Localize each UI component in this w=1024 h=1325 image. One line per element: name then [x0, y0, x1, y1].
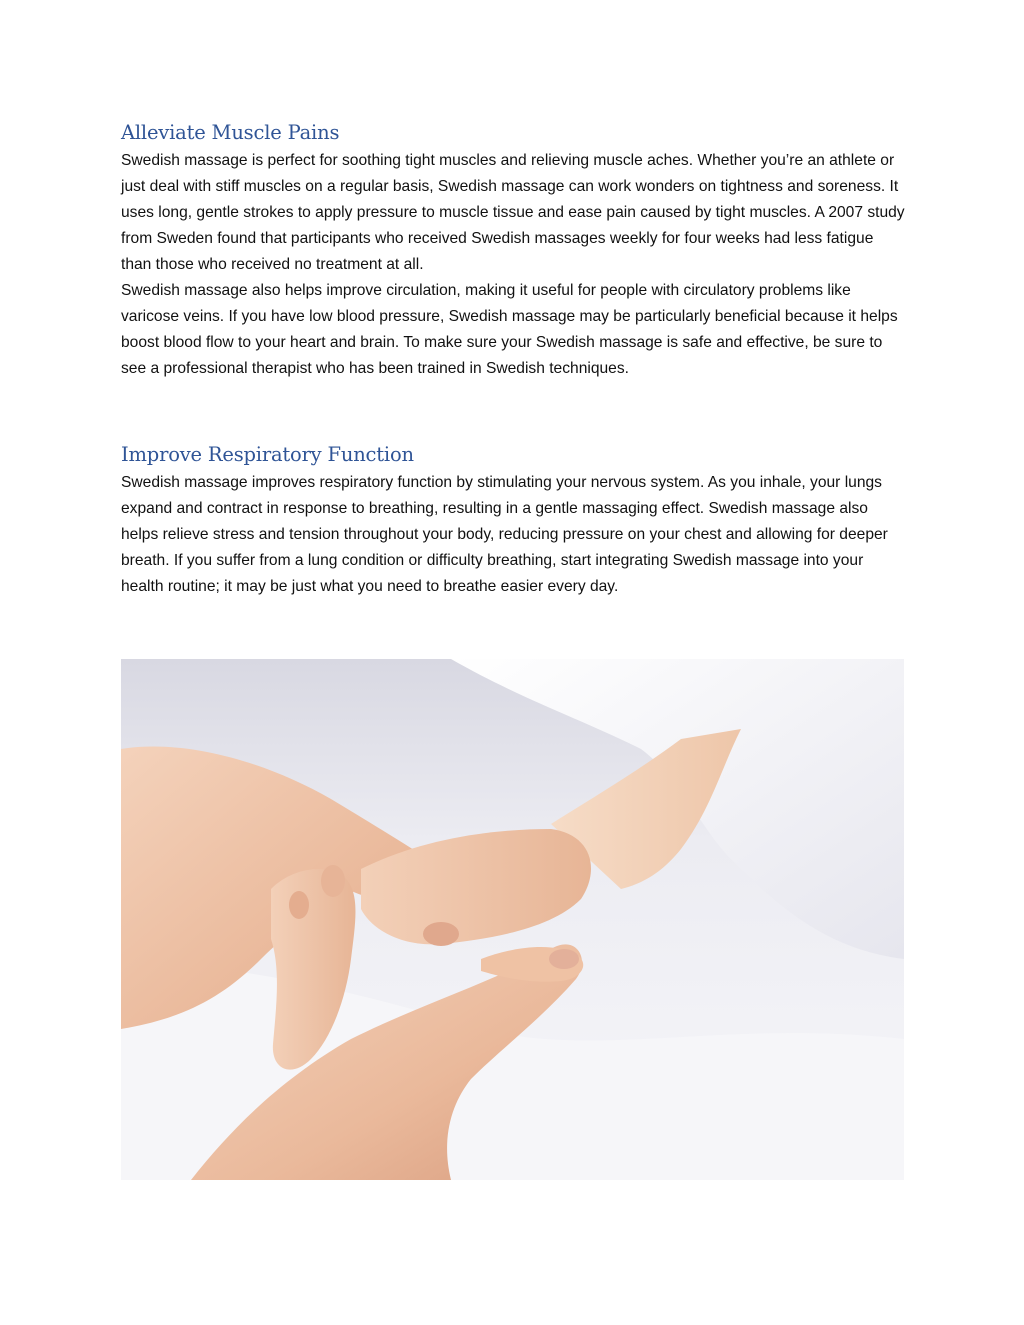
document-content: [121, 118, 905, 600]
paragraph: Swedish massage is perfect for soothing tight muscles and relieving muscle aches. Whether you’re an athlete or just deal with stiff muscles on a regular basis, Swedish massage can work wonders on tightness and soreness. It uses long, gentle strokes to apply pressure to muscle tissue and ease pain caused by tight muscles. A 2007 study from Sweden found that participants who received Swedish massages weekly for four weeks had less fatigue than those who received no treatment at all.: [121, 152, 905, 273]
section-heading: Improve Respiratory Function: [121, 443, 414, 466]
section-heading: Alleviate Muscle Pains: [121, 121, 340, 144]
section-alleviate-muscle-pains: [121, 118, 905, 382]
paragraph: Swedish massage also helps improve circulation, making it useful for people with circulatory problems like varicose veins. If you have low blood pressure, Swedish massage may be particularly beneficial because it helps boost blood flow to your heart and brain. To make sure your Swedish massage is safe and effective, be sure to see a professional therapist who has been trained in Swedish techniques.: [121, 282, 898, 377]
paragraph: Swedish massage improves respiratory function by stimulating your nervous system. As you inhale, your lungs expand and contract in response to breathing, resulting in a gentle massaging effect. Swedish massage also helps relieve stress and tension throughout your body, reducing pressure on your chest and allowing for deeper breath. If you suffer from a lung condition or difficulty breathing, start integrating Swedish massage into your health routine; it may be just what you need to breathe easier every day.: [121, 474, 888, 595]
hands-illustration: [121, 659, 904, 1180]
section-improve-respiratory-function: [121, 440, 905, 600]
massage-hands-photo: [121, 659, 904, 1180]
